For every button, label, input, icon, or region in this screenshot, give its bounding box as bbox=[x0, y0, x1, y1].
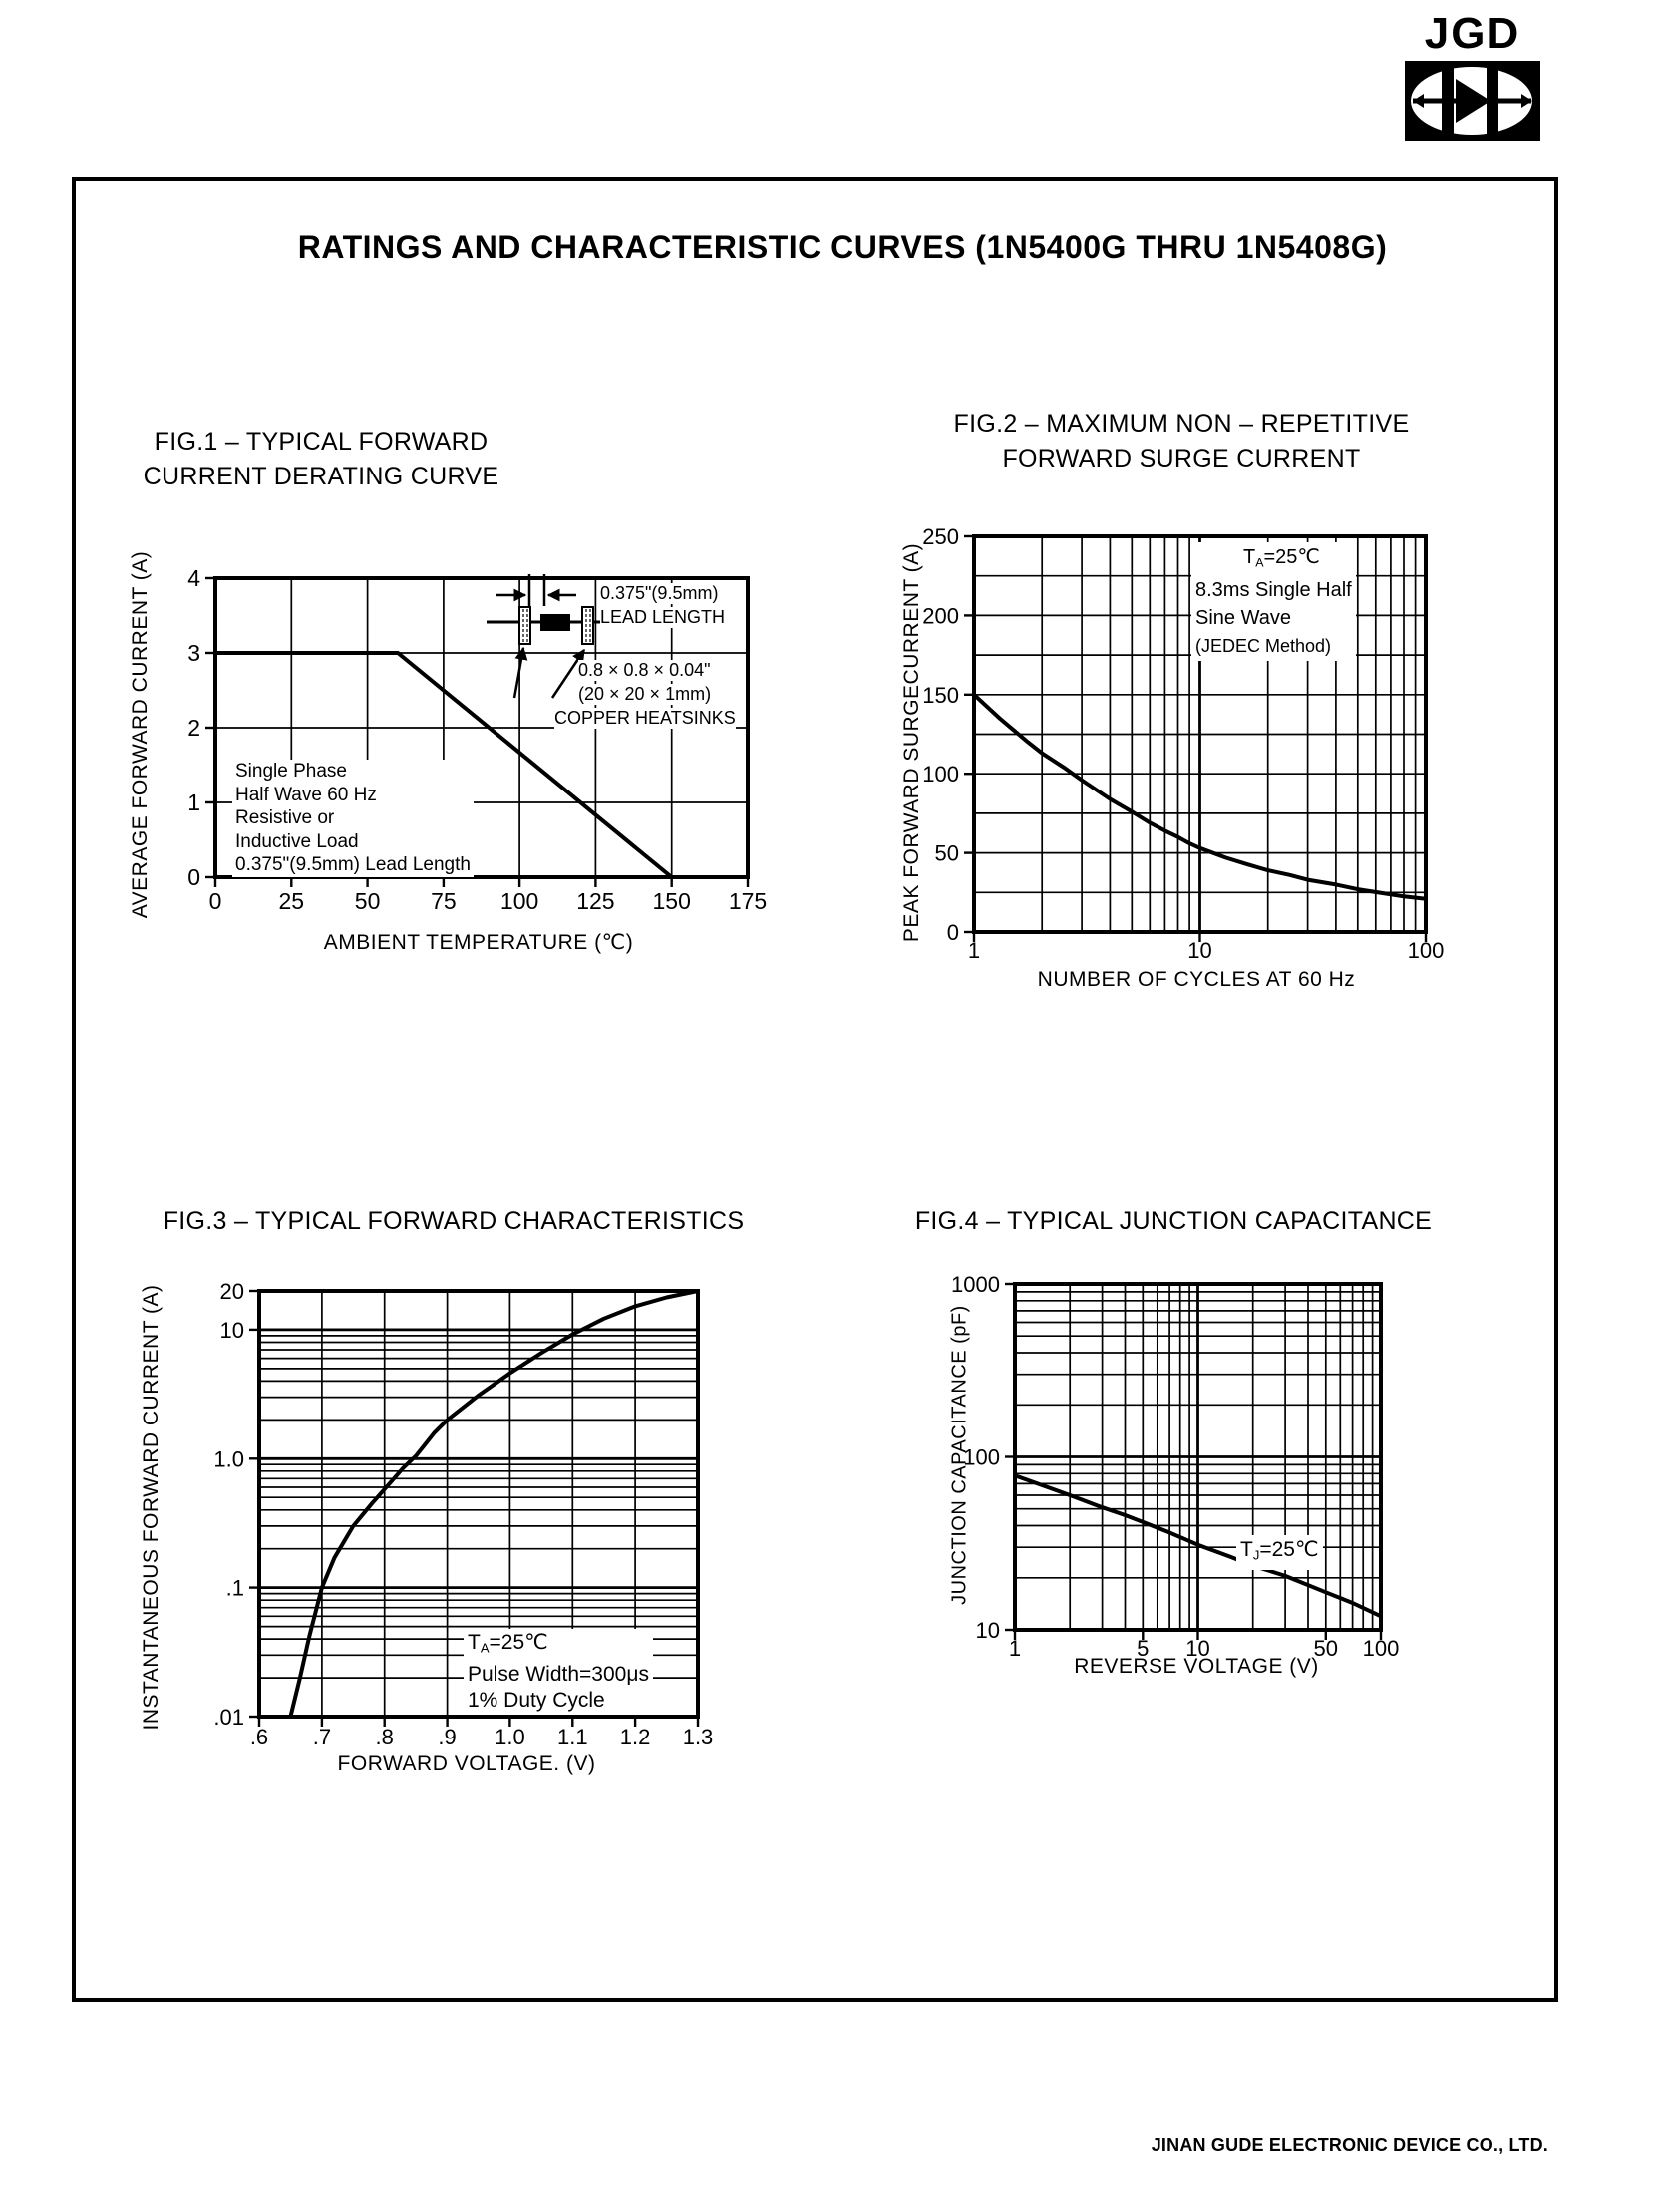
svg-text:10: 10 bbox=[1185, 1636, 1210, 1661]
svg-text:1.3: 1.3 bbox=[682, 1725, 714, 1749]
svg-text:1.2: 1.2 bbox=[619, 1725, 651, 1749]
svg-text:1.0: 1.0 bbox=[213, 1446, 244, 1472]
svg-text:200: 200 bbox=[922, 603, 959, 629]
fig4-x-axis-label: REVERSE VOLTAGE (V) bbox=[1074, 1655, 1319, 1678]
fig1-inset-lead-label: LEAD LENGTH bbox=[600, 607, 726, 627]
svg-text:125: 125 bbox=[576, 888, 615, 914]
fig1-x-axis-label: AMBIENT TEMPERATURE (℃) bbox=[323, 931, 634, 954]
fig4-title: FIG.4 – TYPICAL JUNCTION CAPACITANCE bbox=[914, 1207, 1433, 1235]
fig1-inset-heatsink-label: COPPER HEATSINKS bbox=[554, 708, 736, 728]
fig3-cond-temp: $T_A=25℃$ bbox=[468, 1631, 548, 1656]
svg-text:4: 4 bbox=[187, 565, 200, 591]
svg-text:.01: .01 bbox=[213, 1705, 244, 1730]
fig2-cond-line: (JEDEC Method) bbox=[1195, 636, 1332, 657]
svg-text:10: 10 bbox=[975, 1618, 1000, 1643]
svg-text:1: 1 bbox=[187, 790, 200, 815]
svg-text:10: 10 bbox=[219, 1317, 244, 1343]
svg-text:150: 150 bbox=[652, 888, 691, 914]
page-title: RATINGS AND CHARACTERISTIC CURVES (1N5400G THRU 1N5408G) bbox=[297, 229, 1388, 265]
fig1-conditions-note bbox=[232, 760, 474, 877]
fig2-title bbox=[932, 407, 1431, 476]
svg-text:100: 100 bbox=[1362, 1636, 1400, 1661]
fig1-note-line: 0.375"(9.5mm) Lead Length bbox=[235, 854, 471, 875]
svg-text:1: 1 bbox=[967, 938, 981, 963]
fig4-conditions bbox=[1236, 1535, 1323, 1570]
fig2-conditions bbox=[1191, 542, 1356, 661]
fig3-cond-line: 1% Duty Cycle bbox=[468, 1688, 605, 1712]
figure-1 bbox=[110, 538, 808, 967]
fig2-cond-line: Sine Wave bbox=[1195, 607, 1291, 630]
diode-logo-icon bbox=[1405, 61, 1540, 141]
figure-2 bbox=[877, 518, 1515, 997]
fig3-cond-line: Pulse Width=300μs bbox=[468, 1662, 649, 1686]
fig3-chart-svg bbox=[140, 1266, 778, 1769]
svg-text:100: 100 bbox=[963, 1444, 1000, 1470]
fig1-note-line: Resistive or bbox=[235, 807, 335, 828]
svg-text:1: 1 bbox=[1008, 1636, 1022, 1661]
fig2-title-line2: FORWARD SURGE CURRENT bbox=[1002, 445, 1361, 473]
svg-text:175: 175 bbox=[728, 888, 768, 914]
fig1-note-line: Inductive Load bbox=[235, 830, 359, 852]
svg-text:.7: .7 bbox=[312, 1725, 332, 1749]
fig1-inset-size-inches: 0.8 × 0.8 × 0.04" bbox=[578, 660, 711, 680]
svg-text:100: 100 bbox=[1407, 938, 1445, 963]
fig3-x-axis-label: FORWARD VOLTAGE. (V) bbox=[337, 1752, 596, 1775]
fig1-title bbox=[122, 425, 520, 494]
fig2-cond-temp: $T_A=25℃$ bbox=[1243, 546, 1320, 570]
svg-text:20: 20 bbox=[219, 1279, 244, 1304]
svg-text:.1: .1 bbox=[225, 1575, 244, 1601]
svg-text:25: 25 bbox=[278, 888, 305, 914]
svg-text:.6: .6 bbox=[249, 1725, 269, 1749]
fig3-title: FIG.3 – TYPICAL FORWARD CHARACTERISTICS bbox=[163, 1207, 745, 1235]
figure-3 bbox=[140, 1266, 778, 1794]
svg-text:2: 2 bbox=[187, 715, 200, 741]
svg-text:250: 250 bbox=[922, 524, 959, 549]
svg-text:1000: 1000 bbox=[951, 1272, 1000, 1297]
svg-text:5: 5 bbox=[1137, 1636, 1150, 1661]
fig1-y-axis-label: AVERAGE FORWARD CURRENT (A) bbox=[129, 550, 152, 919]
fig3-conditions bbox=[464, 1629, 653, 1715]
fig2-cond-line: 8.3ms Single Half bbox=[1195, 579, 1352, 602]
svg-text:50: 50 bbox=[354, 888, 381, 914]
svg-text:75: 75 bbox=[431, 888, 457, 914]
svg-text:.8: .8 bbox=[375, 1725, 394, 1749]
svg-text:100: 100 bbox=[499, 888, 539, 914]
logo-text: JGD bbox=[1424, 9, 1521, 58]
fig2-title-line1: FIG.2 – MAXIMUM NON – REPETITIVE bbox=[953, 410, 1410, 438]
footer-company: JINAN GUDE ELECTRONIC DEVICE CO., LTD. bbox=[1151, 2135, 1548, 2155]
fig1-inset-size-mm: (20 × 20 × 1mm) bbox=[578, 684, 712, 704]
logo bbox=[1394, 10, 1551, 150]
fig4-chart-svg bbox=[937, 1266, 1476, 1675]
fig1-note-line: Single Phase bbox=[235, 761, 347, 782]
fig4-cond-temp: $T_J=25℃$ bbox=[1240, 1538, 1319, 1563]
svg-text:50: 50 bbox=[1313, 1636, 1339, 1661]
fig1-inset-lead-dim: 0.375"(9.5mm) bbox=[600, 583, 719, 603]
figure-4 bbox=[937, 1266, 1476, 1685]
fig1-title-line1: FIG.1 – TYPICAL FORWARD bbox=[154, 428, 489, 456]
fig2-x-axis-label: NUMBER OF CYCLES AT 60 Hz bbox=[1037, 968, 1356, 991]
svg-text:0: 0 bbox=[187, 864, 200, 890]
svg-text:0: 0 bbox=[946, 920, 959, 945]
fig2-y-axis-label: PEAK FORWARD SURGECURRENT (A) bbox=[900, 542, 923, 943]
fig4-y-axis-label: JUNCTION CAPACITANCE (pF) bbox=[948, 1305, 971, 1605]
svg-text:10: 10 bbox=[1187, 938, 1212, 963]
svg-text:50: 50 bbox=[934, 840, 959, 866]
svg-text:100: 100 bbox=[922, 762, 959, 788]
fig1-note-line: Half Wave 60 Hz bbox=[235, 784, 377, 805]
svg-text:1.1: 1.1 bbox=[557, 1725, 588, 1749]
fig1-title-line2: CURRENT DERATING CURVE bbox=[143, 463, 499, 490]
fig3-y-axis-label: INSTANTANEOUS FORWARD CURRENT (A) bbox=[140, 1284, 163, 1731]
svg-text:0: 0 bbox=[208, 888, 222, 914]
svg-text:1.0: 1.0 bbox=[495, 1725, 525, 1749]
svg-text:150: 150 bbox=[922, 682, 959, 708]
svg-text:.9: .9 bbox=[438, 1725, 457, 1749]
svg-text:3: 3 bbox=[187, 640, 200, 666]
